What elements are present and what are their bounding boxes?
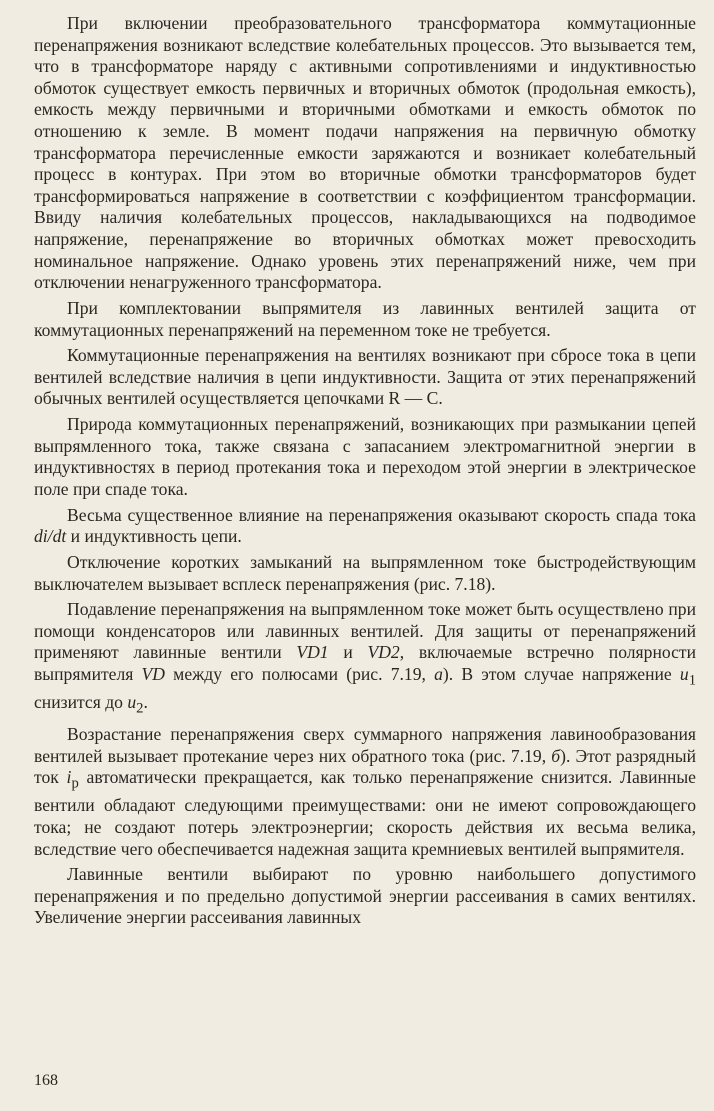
current-rate-term: di/dt [34,526,67,547]
vd-label: VD [141,663,165,684]
discharge-current-symbol: i [66,767,72,788]
discharge-text-1: Возрастание перенапряжения сверх суммарного напряжения лавинообразования вентилей вызывает протекание через них обратного тока (рис. 7.19, [34,724,696,766]
u1-symbol: u [679,663,689,684]
suppression-text-5: ). В этом случае напряжение [442,663,680,684]
paragraph-valve-selection: Лавинные вентили выбирают по уровню наибольшего допустимого перенапряжения и по предельно допустимой энергии рассеивания в самих вентилях. Увеличение энергии рассеивания лавинных [34,864,696,928]
suppression-text-2: и [328,642,368,663]
paragraph-transformer-switching: При включении преобразовательного трансформатора коммутационные перенапряжения возникают вследствие колебательных процессов. Это вызывается тем, что в трансформаторе наряду с активными сопротивлениями и индуктивностью обмоток существует емкость первичных и вторичных обмоток (продольная емкость), емкость между первичными и вторичными обмотками и емкость обмоток по отношению к земле. В момент подачи напряжения на первичную обмотку трансформатора перечисленные емкости заряжаются и возникает колебательный процесс в контурах. При этом во вторичные обмотки трансформаторов будет трансформироваться напряжение в соответствии с коэффициентом трансформации. Ввиду наличия колебательных процессов, накладывающихся на подводимое напряжение, перенапряжение во вторичных обмотках может превосходить номинальное напряжение. Однако уровень этих перенапряжений ниже, чем при отключении ненагруженного трансформатора. [34,13,696,293]
u2-subscript: 2 [136,700,144,717]
u1-subscript: 1 [688,672,697,689]
suppression-text-7: . [143,692,148,713]
book-page [34,13,696,1098]
paragraph-current-rate [34,505,696,548]
paragraph-overvoltage-suppression [34,599,696,720]
paragraph-avalanche-discharge [34,724,696,860]
paragraph-short-circuit: Отключение коротких замыканий на выпрямленном токе быстродействующим выключателем вызывает всплеск перенапряжения (рис. 7.18). [34,552,696,594]
discharge-current-subscript: р [71,775,79,792]
paragraph-current-rate-text-2: и индуктивность цепи. [66,526,242,547]
paragraph-valve-overvoltage: Коммутационные перенапряжения на вентилях возникают при сбросе тока в цепи вентилей вследствие наличия в цепи индуктивности. Защита от этих перенапряжений обычных вентилей осуществляется цепочками R — C. [34,345,696,409]
paragraph-overvoltage-nature: Природа коммутационных перенапряжений, возникающих при размыкании цепей выпрямленного тока, также связана с запасанием электромагнитной энергии в индуктивностях в период протекания тока и переходом этой энергии в электрическое поле при спаде тока. [34,414,696,500]
figure-a-label: а [434,663,443,684]
discharge-text-2: ). Этот разрядный ток [34,745,696,788]
figure-b-label: б [551,745,561,766]
suppression-text-4: между его полюсами (рис. 7.19, [165,663,435,684]
page-number: 168 [34,1072,58,1089]
vd1-label: VD1 [296,642,329,663]
vd2-label: VD2 [367,642,400,663]
suppression-text-6: снизится до [34,692,128,713]
discharge-text-3: автоматически прекращается, как только перенапряжение снизится. Лавинные вентили обладают следующими преимуществами: они не имеют сопровождающего тока; не создают потерь электроэнергии; скорость действия их весьма велика, вследствие чего обеспечивается надежная защита кремниевых вентилей выпрямителя. [34,767,696,859]
paragraph-current-rate-text-1: Весьма существенное влияние на перенапряжения оказывают скорость спада тока [67,504,696,525]
paragraph-avalanche-protection: При комплектовании выпрямителя из лавинных вентилей защита от коммутационных перенапряжений на переменном токе не требуется. [34,297,696,340]
u2-symbol: u [127,692,137,713]
suppression-text-3: , включаемые встречно полярности выпрямителя [34,642,697,684]
suppression-text-1: Подавление перенапряжения на выпрямленном токе может быть осуществлено при помощи конденсаторов или лавинных вентилей. Для защиты от перенапряжений применяют лавинные вентили [34,599,696,663]
